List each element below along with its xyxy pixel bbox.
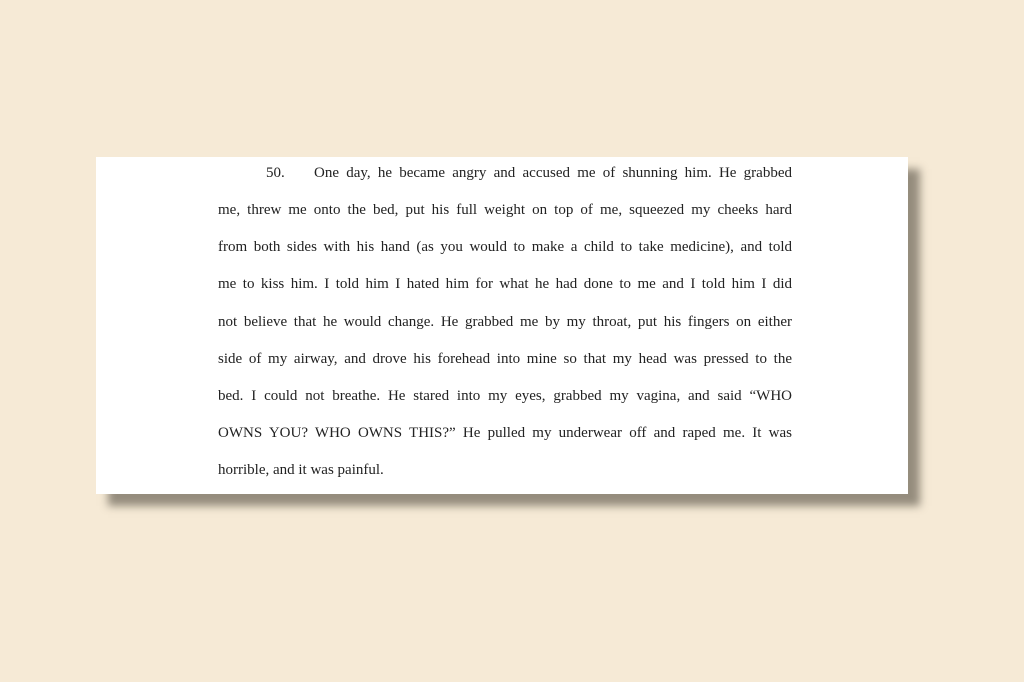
paragraph-number: 50. <box>266 165 285 181</box>
text-line-4: me to kiss him. I told him I hated him for what he had done to me and I told him I did <box>218 276 792 292</box>
text-line-7: bed. I could not breathe. He stared into my eyes, grabbed my vagina, and said “WHO <box>218 388 792 404</box>
text-line-1 <box>218 164 792 182</box>
text-line-6: side of my airway, and drove his forehead into mine so that my head was pressed to the <box>218 351 792 367</box>
line-text: One day, he became angry and accused me of shunning him. He grabbed <box>314 165 792 181</box>
text-line-9: horrible, and it was painful. <box>218 462 384 478</box>
document-excerpt <box>96 157 908 494</box>
text-line-3: from both sides with his hand (as you would to make a child to take medicine), and told <box>218 239 792 255</box>
text-line-8: OWNS YOU? WHO OWNS THIS?” He pulled my underwear off and raped me. It was <box>218 425 792 441</box>
text-line-5: not believe that he would change. He grabbed me by my throat, put his fingers on either <box>218 314 792 330</box>
text-line-2: me, threw me onto the bed, put his full weight on top of me, squeezed my cheeks hard <box>218 202 792 218</box>
